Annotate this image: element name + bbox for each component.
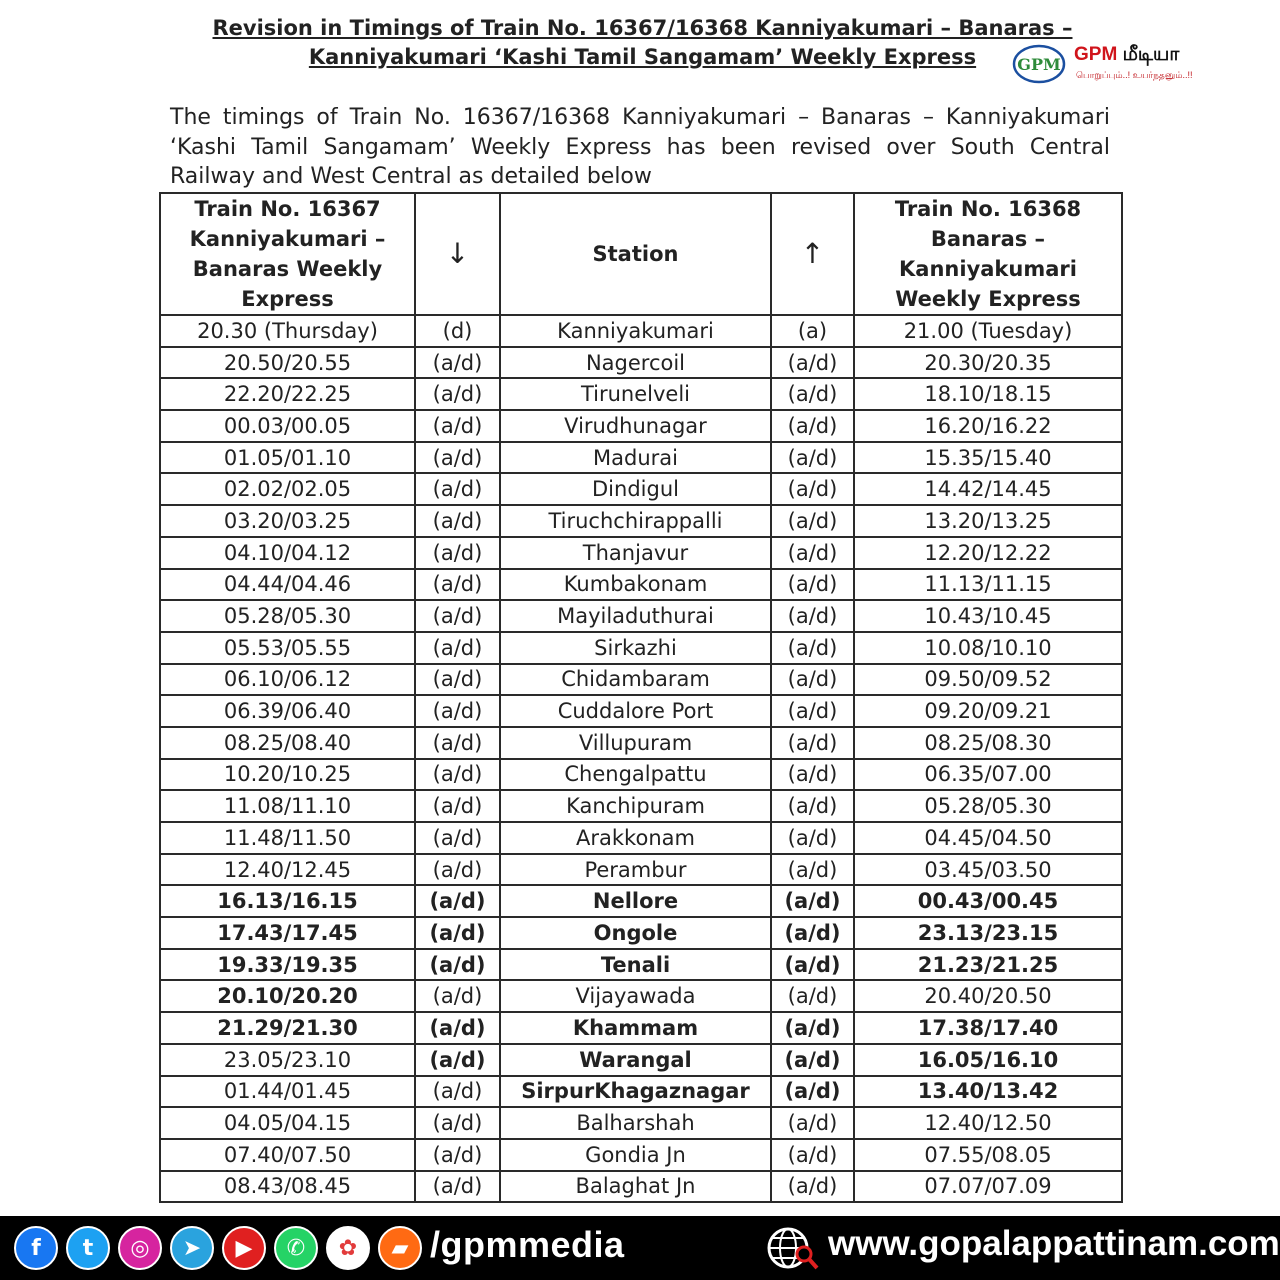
station-cell: Villupuram bbox=[500, 727, 771, 759]
table-row bbox=[160, 1107, 1122, 1139]
header-station: Station bbox=[500, 193, 771, 315]
up-ad-cell: (a) bbox=[771, 315, 854, 347]
up-time-cell: 07.07/07.09 bbox=[854, 1171, 1122, 1203]
down-time-cell: 01.44/01.45 bbox=[160, 1076, 415, 1108]
station-cell: Chidambaram bbox=[500, 664, 771, 696]
down-time-cell: 11.08/11.10 bbox=[160, 790, 415, 822]
up-time-cell: 23.13/23.15 bbox=[854, 917, 1122, 949]
table-row bbox=[160, 727, 1122, 759]
up-ad-cell: (a/d) bbox=[771, 347, 854, 379]
website-link[interactable]: www.gopalappattinam.com bbox=[828, 1224, 1280, 1263]
station-cell: Mayiladuthurai bbox=[500, 600, 771, 632]
down-time-cell: 05.28/05.30 bbox=[160, 600, 415, 632]
down-time-cell: 06.10/06.12 bbox=[160, 664, 415, 696]
down-time-cell: 04.44/04.46 bbox=[160, 569, 415, 601]
down-ad-cell: (a/d) bbox=[415, 537, 500, 569]
header-up-train: Train No. 16368 Banaras – Kanniyakumari Weekly Express bbox=[854, 193, 1122, 315]
up-ad-cell: (a/d) bbox=[771, 790, 854, 822]
down-time-cell: 20.30 (Thursday) bbox=[160, 315, 415, 347]
table-row bbox=[160, 378, 1122, 410]
down-time-cell: 17.43/17.45 bbox=[160, 917, 415, 949]
down-time-cell: 20.10/20.20 bbox=[160, 980, 415, 1012]
table-row bbox=[160, 917, 1122, 949]
station-cell: Gondia Jn bbox=[500, 1139, 771, 1171]
down-ad-cell: (a/d) bbox=[415, 664, 500, 696]
down-time-cell: 22.20/22.25 bbox=[160, 378, 415, 410]
logo-tagline: பொறுப்பும்..! உயர்நதனும்..!! bbox=[1076, 70, 1193, 80]
station-cell: Khammam bbox=[500, 1012, 771, 1044]
up-ad-cell: (a/d) bbox=[771, 505, 854, 537]
instagram-icon[interactable]: ◎ bbox=[118, 1226, 162, 1270]
up-time-cell: 07.55/08.05 bbox=[854, 1139, 1122, 1171]
down-time-cell: 11.48/11.50 bbox=[160, 822, 415, 854]
up-time-cell: 06.35/07.00 bbox=[854, 759, 1122, 791]
up-ad-cell: (a/d) bbox=[771, 1044, 854, 1076]
table-row bbox=[160, 854, 1122, 886]
table-row bbox=[160, 1076, 1122, 1108]
down-time-cell: 23.05/23.10 bbox=[160, 1044, 415, 1076]
down-ad-cell: (a/d) bbox=[415, 695, 500, 727]
up-ad-cell: (a/d) bbox=[771, 1012, 854, 1044]
table-row bbox=[160, 1139, 1122, 1171]
station-cell: Nellore bbox=[500, 885, 771, 917]
table-row bbox=[160, 664, 1122, 696]
up-ad-cell: (a/d) bbox=[771, 980, 854, 1012]
station-cell: Tirunelveli bbox=[500, 378, 771, 410]
up-time-cell: 20.40/20.50 bbox=[854, 980, 1122, 1012]
up-ad-cell: (a/d) bbox=[771, 949, 854, 981]
down-ad-cell: (a/d) bbox=[415, 1171, 500, 1203]
whatsapp-icon[interactable]: ✆ bbox=[274, 1226, 318, 1270]
up-ad-cell: (a/d) bbox=[771, 410, 854, 442]
table-row bbox=[160, 790, 1122, 822]
down-time-cell: 02.02/02.05 bbox=[160, 473, 415, 505]
down-ad-cell: (a/d) bbox=[415, 569, 500, 601]
twitter-icon[interactable]: t bbox=[66, 1226, 110, 1270]
down-ad-cell: (a/d) bbox=[415, 949, 500, 981]
header-down-train: Train No. 16367 Kanniyakumari – Banaras Weekly Express bbox=[160, 193, 415, 315]
notice-title-line-1: Revision in Timings of Train No. 16367/16368 Kanniyakumari – Banaras – bbox=[212, 16, 1073, 40]
down-time-cell: 08.25/08.40 bbox=[160, 727, 415, 759]
up-time-cell: 12.20/12.22 bbox=[854, 537, 1122, 569]
footer-bar bbox=[0, 1216, 1280, 1280]
up-ad-cell: (a/d) bbox=[771, 885, 854, 917]
down-ad-cell: (a/d) bbox=[415, 885, 500, 917]
down-ad-cell: (a/d) bbox=[415, 1044, 500, 1076]
up-time-cell: 14.42/14.45 bbox=[854, 473, 1122, 505]
table-row bbox=[160, 1012, 1122, 1044]
down-ad-cell: (a/d) bbox=[415, 980, 500, 1012]
sharechat-icon[interactable]: ✿ bbox=[326, 1226, 370, 1270]
up-ad-cell: (a/d) bbox=[771, 632, 854, 664]
up-ad-cell: (a/d) bbox=[771, 854, 854, 886]
social-handle[interactable]: /gpmmedia bbox=[430, 1224, 625, 1265]
down-ad-cell: (a/d) bbox=[415, 1107, 500, 1139]
station-cell: Thanjavur bbox=[500, 537, 771, 569]
down-time-cell: 00.03/00.05 bbox=[160, 410, 415, 442]
down-ad-cell: (a/d) bbox=[415, 822, 500, 854]
station-cell: SirpurKhagaznagar bbox=[500, 1076, 771, 1108]
station-cell: Vijayawada bbox=[500, 980, 771, 1012]
station-cell: Perambur bbox=[500, 854, 771, 886]
up-ad-cell: (a/d) bbox=[771, 537, 854, 569]
up-time-cell: 00.43/00.45 bbox=[854, 885, 1122, 917]
table-row bbox=[160, 315, 1122, 347]
youtube-icon[interactable]: ▶ bbox=[222, 1226, 266, 1270]
down-time-cell: 03.20/03.25 bbox=[160, 505, 415, 537]
up-ad-cell: (a/d) bbox=[771, 600, 854, 632]
down-ad-cell: (a/d) bbox=[415, 347, 500, 379]
table-row bbox=[160, 1171, 1122, 1203]
up-ad-cell: (a/d) bbox=[771, 378, 854, 410]
globe-search-icon bbox=[764, 1224, 820, 1272]
station-cell: Balaghat Jn bbox=[500, 1171, 771, 1203]
down-time-cell: 04.10/04.12 bbox=[160, 537, 415, 569]
down-ad-cell: (a/d) bbox=[415, 1139, 500, 1171]
up-time-cell: 12.40/12.50 bbox=[854, 1107, 1122, 1139]
logo-name-tamil: மீடியா bbox=[1122, 44, 1180, 65]
up-time-cell: 20.30/20.35 bbox=[854, 347, 1122, 379]
notice-intro: The timings of Train No. 16367/16368 Kanniyakumari – Banaras – Kanniyakumari ‘Kashi Tamil Sangamam’ Weekly Express has been revised over South Central Railway and West Central as detailed below bbox=[170, 105, 1110, 189]
up-time-cell: 15.35/15.40 bbox=[854, 442, 1122, 474]
up-time-cell: 11.13/11.15 bbox=[854, 569, 1122, 601]
table-row bbox=[160, 347, 1122, 379]
down-time-cell: 01.05/01.10 bbox=[160, 442, 415, 474]
down-ad-cell: (d) bbox=[415, 315, 500, 347]
up-time-cell: 08.25/08.30 bbox=[854, 727, 1122, 759]
timings-table bbox=[159, 192, 1123, 1203]
table-row bbox=[160, 949, 1122, 981]
up-time-cell: 17.38/17.40 bbox=[854, 1012, 1122, 1044]
down-ad-cell: (a/d) bbox=[415, 473, 500, 505]
down-time-cell: 07.40/07.50 bbox=[160, 1139, 415, 1171]
notice-title bbox=[160, 14, 1125, 72]
table-row bbox=[160, 473, 1122, 505]
station-cell: Nagercoil bbox=[500, 347, 771, 379]
up-ad-cell: (a/d) bbox=[771, 917, 854, 949]
up-ad-cell: (a/d) bbox=[771, 442, 854, 474]
station-cell: Cuddalore Port bbox=[500, 695, 771, 727]
down-time-cell: 16.13/16.15 bbox=[160, 885, 415, 917]
down-ad-cell: (a/d) bbox=[415, 790, 500, 822]
down-time-cell: 08.43/08.45 bbox=[160, 1171, 415, 1203]
station-cell: Tiruchchirappalli bbox=[500, 505, 771, 537]
up-time-cell: 21.00 (Tuesday) bbox=[854, 315, 1122, 347]
up-ad-cell: (a/d) bbox=[771, 1171, 854, 1203]
up-ad-cell: (a/d) bbox=[771, 727, 854, 759]
down-time-cell: 04.05/04.15 bbox=[160, 1107, 415, 1139]
station-cell: Ongole bbox=[500, 917, 771, 949]
gpm-media-logo bbox=[1012, 40, 1262, 90]
up-time-cell: 16.05/16.10 bbox=[854, 1044, 1122, 1076]
up-time-cell: 13.20/13.25 bbox=[854, 505, 1122, 537]
station-cell: Balharshah bbox=[500, 1107, 771, 1139]
up-time-cell: 04.45/04.50 bbox=[854, 822, 1122, 854]
up-ad-cell: (a/d) bbox=[771, 1139, 854, 1171]
table-row bbox=[160, 885, 1122, 917]
up-ad-cell: (a/d) bbox=[771, 822, 854, 854]
station-cell: Madurai bbox=[500, 442, 771, 474]
timings-body bbox=[160, 315, 1122, 1202]
down-ad-cell: (a/d) bbox=[415, 632, 500, 664]
table-row bbox=[160, 569, 1122, 601]
gpm-logo-mark-icon bbox=[1012, 44, 1066, 84]
up-time-cell: 09.20/09.21 bbox=[854, 695, 1122, 727]
down-ad-cell: (a/d) bbox=[415, 410, 500, 442]
up-arrow-icon: ↑ bbox=[771, 193, 854, 315]
station-cell: Kanchipuram bbox=[500, 790, 771, 822]
down-time-cell: 21.29/21.30 bbox=[160, 1012, 415, 1044]
down-time-cell: 12.40/12.45 bbox=[160, 854, 415, 886]
table-row bbox=[160, 1044, 1122, 1076]
up-time-cell: 10.43/10.45 bbox=[854, 600, 1122, 632]
station-cell: Kanniyakumari bbox=[500, 315, 771, 347]
up-time-cell: 03.45/03.50 bbox=[854, 854, 1122, 886]
station-cell: Kumbakonam bbox=[500, 569, 771, 601]
station-cell: Chengalpattu bbox=[500, 759, 771, 791]
up-time-cell: 21.23/21.25 bbox=[854, 949, 1122, 981]
svg-text:GPM: GPM bbox=[1017, 55, 1061, 74]
up-ad-cell: (a/d) bbox=[771, 473, 854, 505]
down-ad-cell: (a/d) bbox=[415, 1012, 500, 1044]
up-ad-cell: (a/d) bbox=[771, 695, 854, 727]
station-cell: Dindigul bbox=[500, 473, 771, 505]
up-ad-cell: (a/d) bbox=[771, 1107, 854, 1139]
facebook-icon[interactable]: f bbox=[14, 1226, 58, 1270]
down-ad-cell: (a/d) bbox=[415, 505, 500, 537]
logo-name-gpm: GPM bbox=[1074, 44, 1118, 65]
up-ad-cell: (a/d) bbox=[771, 569, 854, 601]
table-row bbox=[160, 410, 1122, 442]
table-row bbox=[160, 695, 1122, 727]
down-ad-cell: (a/d) bbox=[415, 442, 500, 474]
table-row bbox=[160, 759, 1122, 791]
down-time-cell: 19.33/19.35 bbox=[160, 949, 415, 981]
table-row bbox=[160, 600, 1122, 632]
table-row bbox=[160, 537, 1122, 569]
table-row bbox=[160, 442, 1122, 474]
up-time-cell: 10.08/10.10 bbox=[854, 632, 1122, 664]
down-ad-cell: (a/d) bbox=[415, 600, 500, 632]
up-ad-cell: (a/d) bbox=[771, 664, 854, 696]
station-cell: Warangal bbox=[500, 1044, 771, 1076]
down-time-cell: 10.20/10.25 bbox=[160, 759, 415, 791]
up-time-cell: 13.40/13.42 bbox=[854, 1076, 1122, 1108]
table-row bbox=[160, 505, 1122, 537]
down-ad-cell: (a/d) bbox=[415, 727, 500, 759]
down-time-cell: 05.53/05.55 bbox=[160, 632, 415, 664]
notice-title-line-2: Kanniyakumari ‘Kashi Tamil Sangamam’ Weekly Express bbox=[308, 45, 977, 69]
up-time-cell: 16.20/16.22 bbox=[854, 410, 1122, 442]
up-time-cell: 18.10/18.15 bbox=[854, 378, 1122, 410]
down-arrow-icon: ↓ bbox=[415, 193, 500, 315]
down-ad-cell: (a/d) bbox=[415, 854, 500, 886]
table-row bbox=[160, 822, 1122, 854]
telegram-icon[interactable]: ➤ bbox=[170, 1226, 214, 1270]
table-header-row bbox=[160, 193, 1122, 315]
down-time-cell: 20.50/20.55 bbox=[160, 347, 415, 379]
down-ad-cell: (a/d) bbox=[415, 1076, 500, 1108]
up-time-cell: 05.28/05.30 bbox=[854, 790, 1122, 822]
logo-name bbox=[1074, 44, 1179, 68]
station-cell: Sirkazhi bbox=[500, 632, 771, 664]
station-cell: Virudhunagar bbox=[500, 410, 771, 442]
up-ad-cell: (a/d) bbox=[771, 1076, 854, 1108]
up-ad-cell: (a/d) bbox=[771, 759, 854, 791]
station-cell: Tenali bbox=[500, 949, 771, 981]
up-time-cell: 09.50/09.52 bbox=[854, 664, 1122, 696]
down-ad-cell: (a/d) bbox=[415, 917, 500, 949]
table-row bbox=[160, 632, 1122, 664]
station-cell: Arakkonam bbox=[500, 822, 771, 854]
down-ad-cell: (a/d) bbox=[415, 759, 500, 791]
down-ad-cell: (a/d) bbox=[415, 378, 500, 410]
down-time-cell: 06.39/06.40 bbox=[160, 695, 415, 727]
table-row bbox=[160, 980, 1122, 1012]
dailyhunt-icon[interactable]: ▰ bbox=[378, 1226, 422, 1270]
